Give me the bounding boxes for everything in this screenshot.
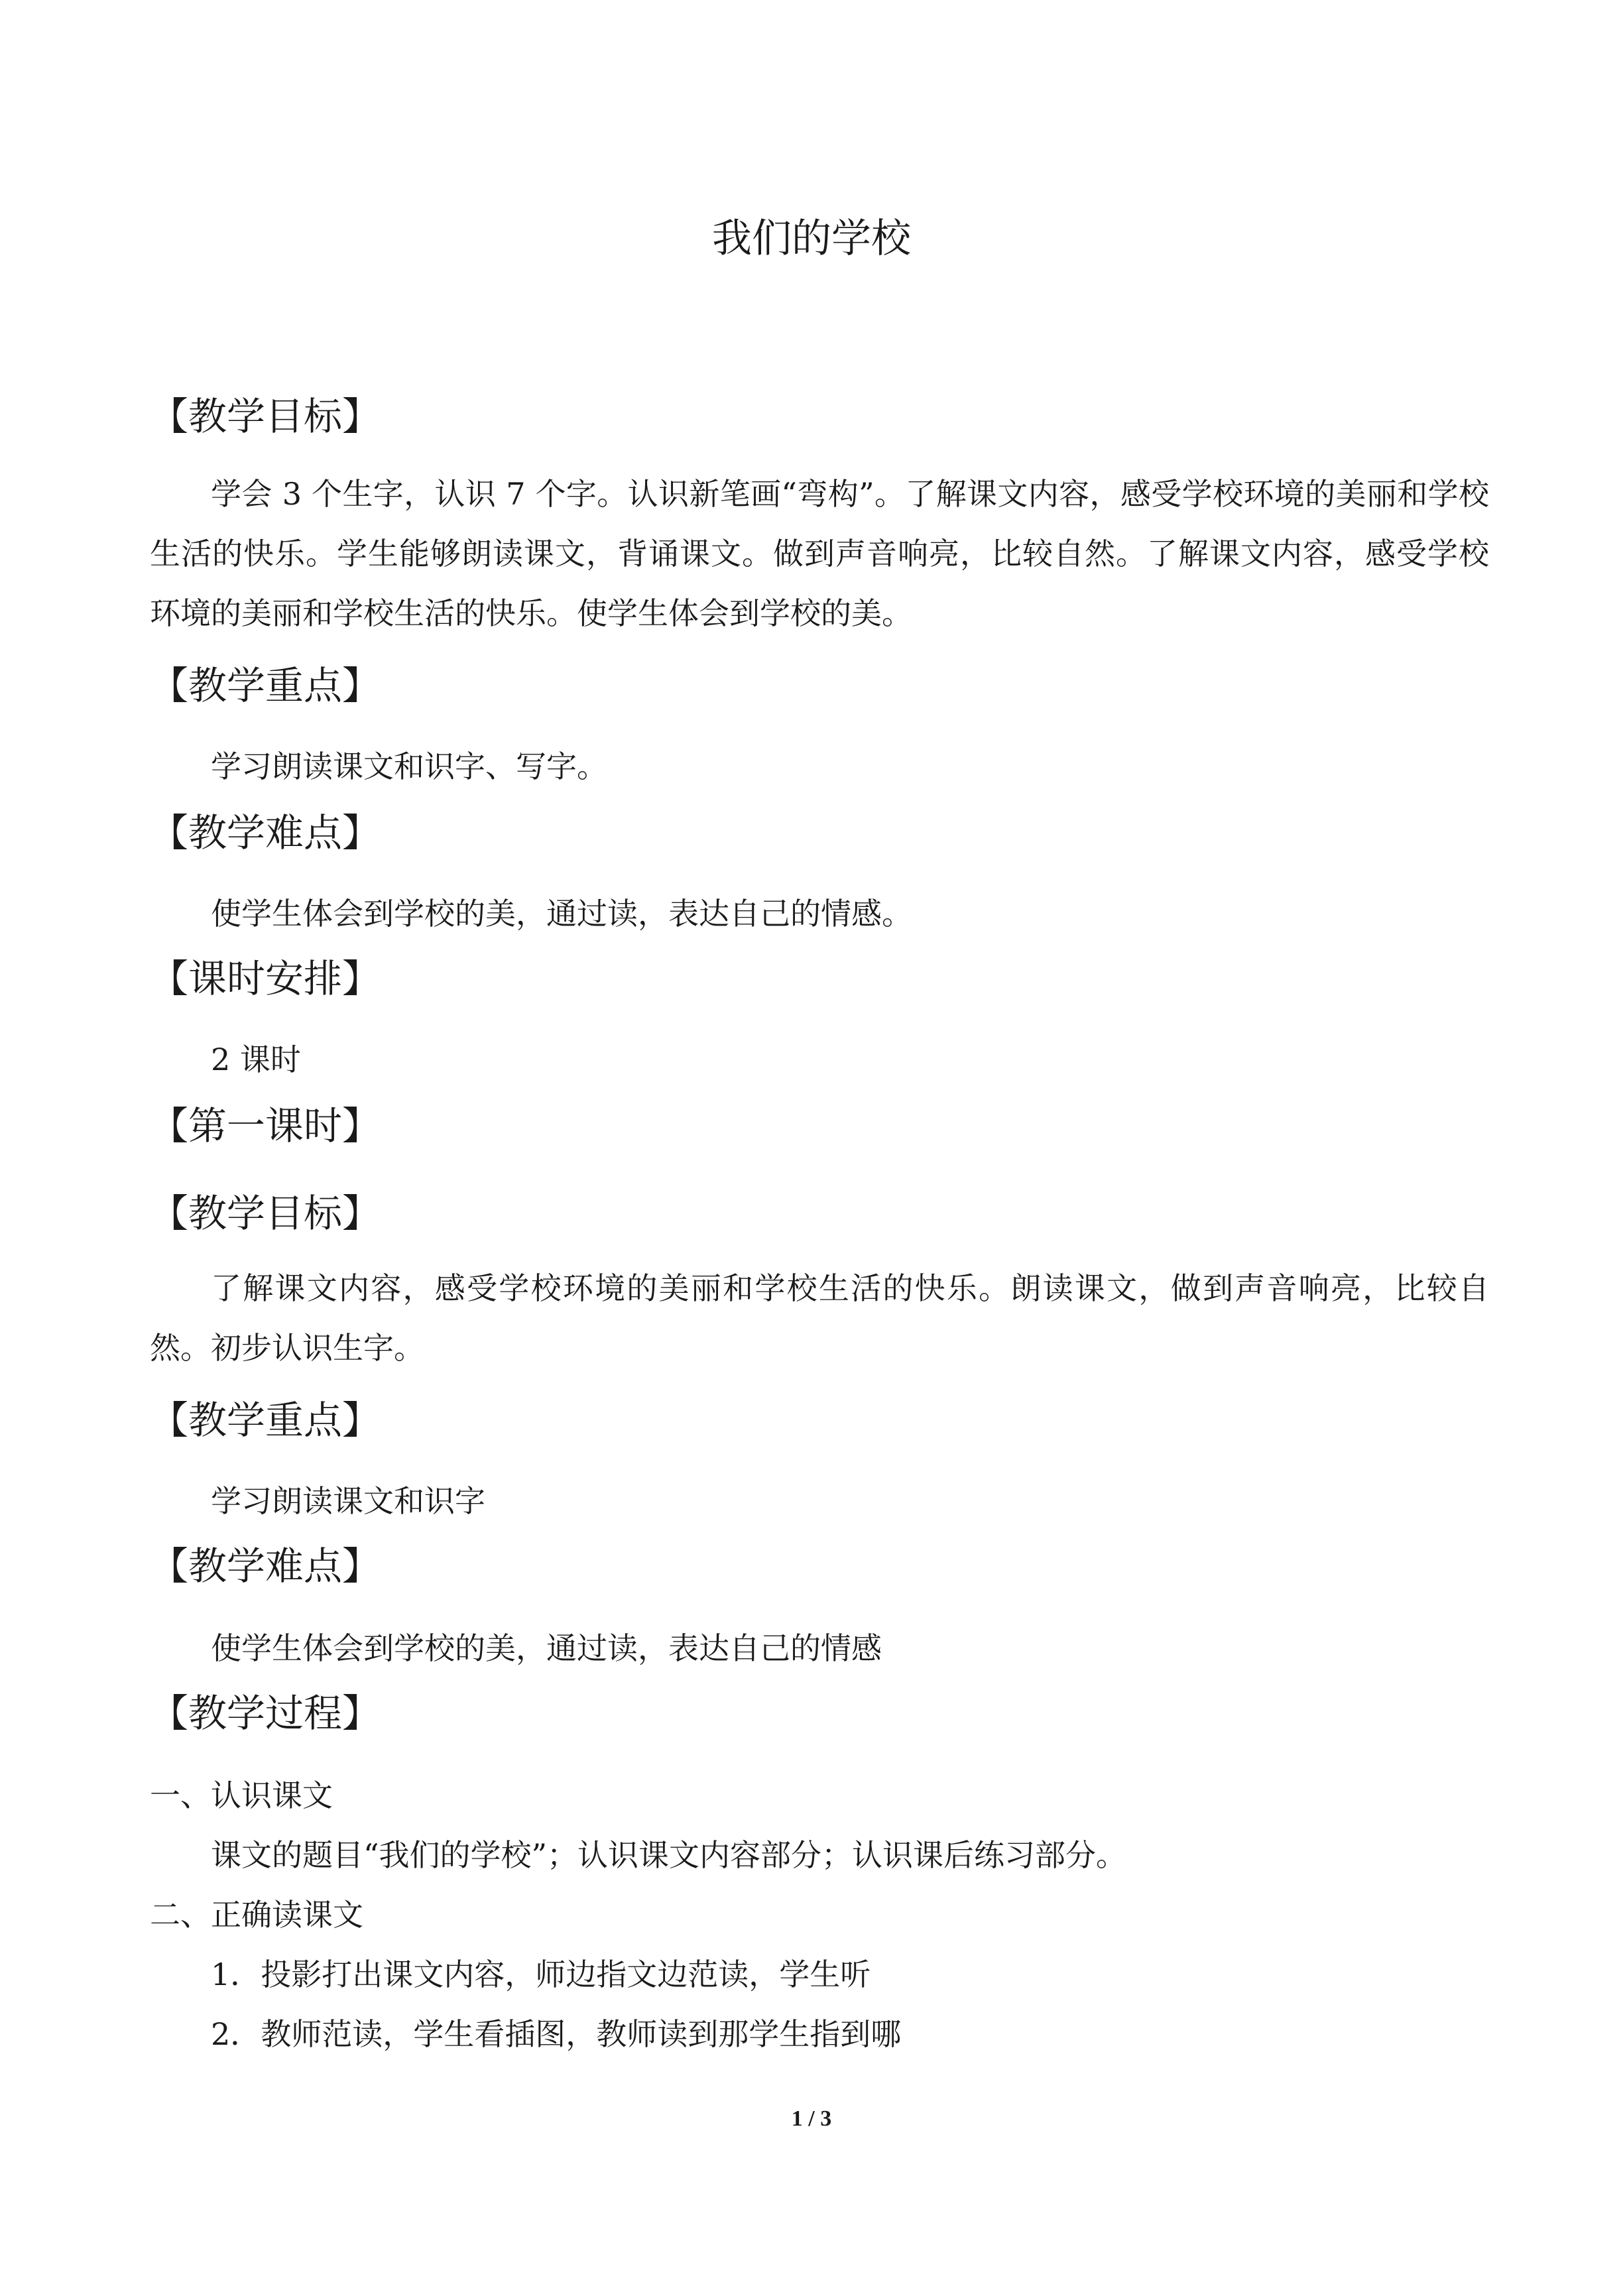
section-heading-goals: 【教学目标】 [150, 394, 381, 439]
process-step-one-text: 课文的题目“我们的学校”；认识课文内容部分；认识课后练习部分。 [211, 1837, 1127, 1873]
lesson-one-difficulties-text: 使学生体会到学校的美，通过读，表达自己的情感 [211, 1630, 882, 1666]
section-heading-lesson-one-goals: 【教学目标】 [150, 1191, 381, 1236]
section-heading-process: 【教学过程】 [150, 1691, 381, 1736]
process-step-two-item-1: 1．投影打出课文内容，师边指文边范读，学生听 [211, 1957, 871, 1992]
key-points-text: 学习朗读课文和识字、写字。 [211, 749, 607, 784]
section-heading-lesson-one: 【第一课时】 [150, 1103, 381, 1148]
process-step-two-title: 二、正确读课文 [150, 1897, 363, 1933]
process-step-one-title: 一、认识课文 [150, 1778, 333, 1813]
schedule-text: 2 课时 [211, 1042, 301, 1077]
section-heading-schedule: 【课时安排】 [150, 956, 381, 1001]
difficulties-text: 使学生体会到学校的美，通过读，表达自己的情感。 [211, 896, 912, 932]
section-heading-lesson-one-key-points: 【教学重点】 [150, 1398, 381, 1443]
section-heading-lesson-one-difficulties: 【教学难点】 [150, 1543, 381, 1589]
process-step-two-item-2: 2．教师范读，学生看插图，教师读到那学生指到哪 [211, 2016, 902, 2052]
goals-paragraph: 学会 3 个生字，认识 7 个字。认识新笔画“弯构”。了解课文内容，感受学校环境的美丽和学校生活的快乐。学生能够朗读课文，背诵课文。做到声音响亮，比较自然。了解课文内容，感受学校环境的美丽和学校生活的快乐。使学生体会到学校的美。 [150, 476, 1489, 631]
section-heading-difficulties: 【教学难点】 [150, 810, 381, 855]
lesson-one-key-points-text: 学习朗读课文和识字 [211, 1483, 485, 1519]
page-number: 1 / 3 [791, 2106, 832, 2131]
lesson-one-goals-paragraph: 了解课文内容，感受学校环境的美丽和学校生活的快乐。朗读课文，做到声音响亮，比较自然。初步认识生字。 [150, 1270, 1489, 1366]
document-title: 我们的学校 [712, 215, 911, 262]
section-heading-key-points: 【教学重点】 [150, 663, 381, 708]
